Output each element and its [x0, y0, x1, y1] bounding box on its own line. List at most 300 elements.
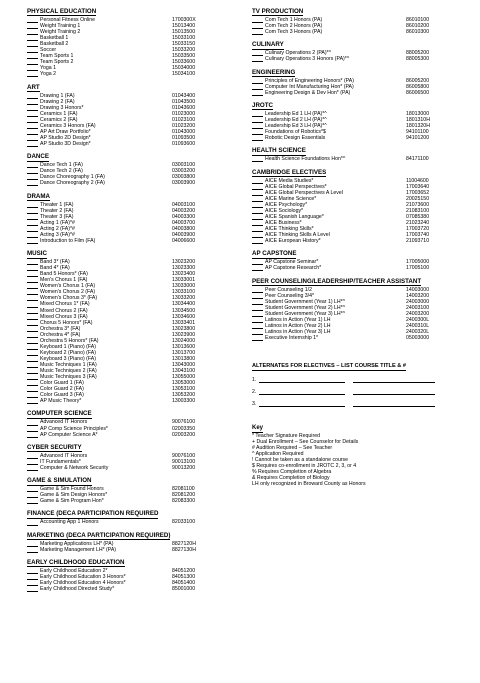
course-checkbox-blank[interactable]: [27, 181, 38, 186]
alternate-number-field[interactable]: [353, 377, 435, 383]
course-code: 90076100: [172, 419, 196, 426]
section-heading: GAME & SIMULATION: [27, 477, 92, 485]
course-row: [27, 71, 242, 77]
course-code: 04006600: [172, 237, 196, 244]
course-code: 04003100: [172, 201, 196, 208]
course-name: AICE Thinking Skills*: [265, 225, 314, 232]
course-name: Peer Counseling 3/4*: [265, 292, 315, 299]
course-code: 04003700: [172, 219, 196, 226]
course-code: 13033000: [172, 283, 196, 290]
course-code: 2400300L: [406, 316, 430, 323]
course-name: Latinos in Action (Year 3) LH: [265, 328, 331, 335]
course-name: Team Sports 2: [40, 59, 74, 66]
course-checkbox-blank[interactable]: [27, 499, 38, 504]
course-code: 01043500: [172, 98, 196, 105]
course-name: AP Music Theory*: [40, 398, 82, 405]
section-ap-capstone: [252, 250, 476, 271]
course-row: [27, 141, 242, 147]
key-line: ^ Application Required: [252, 451, 304, 458]
alternate-number-field[interactable]: [353, 401, 435, 407]
key-section: [252, 425, 476, 487]
section-culinary: [252, 41, 476, 62]
course-code: 17003652: [406, 189, 430, 196]
course-checkbox-blank[interactable]: [252, 336, 263, 341]
course-row: [27, 465, 242, 471]
course-name: Orchestra 5 Honors* (FA): [40, 337, 99, 344]
course-code: 90013200: [172, 464, 196, 471]
course-name: Leadership Ed 1 LH (PA)*^: [265, 110, 327, 117]
course-name: Theater 1 (FA): [40, 201, 74, 208]
alternate-title-field[interactable]: [259, 389, 345, 395]
course-name: Yoga 1: [40, 65, 56, 72]
course-name: AICE Global Perspectives*: [265, 183, 327, 190]
course-name: Weight Training 2: [40, 29, 81, 36]
course-name: Student Government (Year 2) LH*^: [265, 304, 346, 311]
course-code: 01023000: [172, 110, 196, 117]
course-checkbox-blank[interactable]: [252, 30, 263, 35]
course-name: Computer Int Manufacturing Hon* (PA): [265, 83, 354, 90]
course-row: [252, 238, 476, 244]
key-line: * Teacher Signature Required: [252, 433, 320, 439]
course-name: Ceramics 1 (FA): [40, 110, 78, 117]
course-name: Introduction to Film (FA): [40, 237, 96, 244]
course-checkbox-blank[interactable]: [27, 548, 38, 553]
course-code: 86006500: [406, 89, 430, 96]
course-code: 1801310H: [406, 116, 430, 123]
course-code: 94101100: [406, 129, 429, 136]
section-finance-deca-participation-required: [27, 510, 242, 525]
section-heading: HEALTH SCIENCE: [252, 147, 306, 155]
course-code: 13013700: [172, 349, 196, 356]
section-music: [27, 250, 242, 404]
course-code: 13055000: [172, 374, 196, 381]
course-name: Accounting App 1 Honors: [40, 519, 99, 526]
course-code: 17003720: [406, 225, 430, 232]
course-code: 13053000: [172, 380, 196, 387]
course-code: 11004600: [406, 177, 429, 184]
course-checkbox-blank[interactable]: [252, 57, 263, 62]
course-code: 84051200: [172, 567, 196, 574]
course-code: 15033200: [172, 47, 196, 54]
course-name: Mixed Chorus 3 (FA): [40, 313, 88, 320]
course-name: Keyboard 2 (Piano) (FA): [40, 349, 96, 356]
course-code: 13023200: [172, 259, 196, 266]
course-checkbox-blank[interactable]: [27, 466, 38, 471]
course-code: 13033001: [172, 277, 196, 284]
course-code: 15033500: [172, 53, 196, 60]
section-tv-production: [252, 8, 476, 35]
course-name: Health Science Foundations Hon*^: [265, 156, 346, 163]
course-code: 03003800: [172, 174, 196, 181]
course-name: Student Government (Year 3) LH*^: [265, 310, 346, 317]
course-name: AICE Psychology*: [265, 201, 308, 208]
alternate-title-field[interactable]: [259, 401, 345, 407]
course-code: 01043400: [172, 92, 196, 99]
course-code: 13013800: [172, 355, 196, 362]
course-row: [252, 265, 476, 271]
course-name: Drawing 2 (FA): [40, 98, 75, 105]
course-name: Dance Tech 1 (FA): [40, 162, 83, 169]
course-code: 88005300: [406, 56, 430, 63]
section-heading: COMPUTER SCIENCE: [27, 410, 92, 418]
course-name: Music Techniques 1 (FA): [40, 361, 97, 368]
course-code: 04003300: [172, 213, 196, 220]
key-line: # Audition Required – See Teacher: [252, 445, 333, 452]
course-code: 17003740: [406, 232, 430, 239]
course-code: 24003200: [406, 310, 430, 317]
section-drama: [27, 193, 242, 244]
course-code: 17005000: [406, 259, 430, 266]
key-line: % Requires Completion of Algebra: [252, 469, 332, 476]
course-code: 01043600: [172, 104, 196, 111]
section-game-simulation: [27, 477, 242, 504]
course-code: 13013600: [172, 343, 196, 350]
section-dance: [27, 153, 242, 186]
course-name: Basketball 1: [40, 35, 69, 42]
course-checkbox-blank[interactable]: [252, 266, 263, 271]
course-code: 13043100: [172, 368, 196, 374]
course-name: Women's Chorus 3* (FA): [40, 295, 98, 302]
section-heading: AP CAPSTONE: [252, 250, 297, 258]
left-column: [27, 8, 242, 598]
section-health-science: [252, 147, 476, 162]
course-code: 8827120H: [172, 540, 196, 547]
course-name: AP Capstone Seminar*: [265, 259, 319, 266]
course-code: 90076100: [172, 452, 196, 459]
section-engineering: [252, 69, 476, 96]
course-code: 82081200: [172, 492, 196, 499]
course-name: Color Guard 2 (FA): [40, 386, 84, 393]
course-row: [27, 519, 242, 525]
course-name: Acting 2 (FA)*#: [40, 225, 75, 232]
course-name: Drawing 3 Honors*: [40, 104, 84, 111]
alternate-row: [252, 383, 476, 395]
course-code: 21093710: [406, 238, 430, 245]
course-code: 15033100: [172, 35, 196, 42]
course-name: AICE Thinking Skills A Level: [265, 232, 330, 239]
course-name: AICE Business*: [265, 219, 302, 226]
course-checkbox-blank[interactable]: [27, 72, 38, 77]
course-code: 21023240: [406, 219, 430, 226]
course-name: Band 3* (FA): [40, 259, 70, 266]
course-code: 01023200: [172, 122, 196, 129]
course-checkbox-blank[interactable]: [252, 157, 263, 162]
course-name: Latinos in Action (Year 2) LH: [265, 322, 331, 329]
section-cyber-security: [27, 444, 242, 471]
course-code: 13053200: [172, 392, 196, 399]
course-name: Game & Sim Program Hon*: [40, 498, 104, 505]
course-code: 13024000: [172, 337, 196, 344]
course-code: 21083100: [406, 207, 430, 214]
course-name: Orchestra 4* (FA): [40, 331, 81, 338]
course-name: Early Childhood Education 2*: [40, 567, 108, 574]
section-heading: JROTC: [252, 101, 273, 109]
course-code: 15013500: [172, 29, 196, 36]
course-row: [27, 547, 242, 553]
course-name: Dance Tech 2 (FA): [40, 168, 83, 175]
course-name: Band 4* (FA): [40, 265, 70, 272]
course-code: 07085380: [406, 213, 430, 220]
course-name: Ceramics 2 (FA): [40, 116, 78, 123]
course-name: AP Capstone Research*: [265, 265, 322, 272]
key-heading: Key: [252, 425, 264, 431]
course-checkbox-blank[interactable]: [252, 136, 263, 141]
key-line: LH only recognized in Broward County as Honors: [252, 481, 366, 488]
course-name: Drawing 1 (FA): [40, 92, 75, 99]
section-heading: PHYSICAL EDUCATION: [27, 8, 97, 15]
key-line: + Dual Enrollment – See Counselor for Details: [252, 439, 359, 446]
course-code: 15013400: [172, 23, 196, 30]
section-heading: PEER COUNSELING/LEADERSHIP/TEACHER ASSISTANT: [252, 277, 422, 285]
course-row: [252, 156, 476, 162]
course-name: Theater 2 (FA): [40, 207, 74, 214]
course-name: AICE Media Studies*: [265, 177, 314, 184]
course-name: Culinary Operations 3 Honors (PA)*^: [265, 56, 350, 63]
course-row: [252, 135, 476, 141]
course-name: Soccer: [40, 47, 57, 54]
course-name: Robotic Design Essentials: [265, 135, 326, 142]
course-checkbox-blank[interactable]: [27, 432, 38, 437]
alternate-number: 1.: [252, 377, 257, 383]
course-row: [27, 586, 242, 592]
course-name: Latinos in Action (Year 1) LH: [265, 316, 331, 323]
course-name: Weight Training 1: [40, 23, 81, 30]
course-code: 85001000: [172, 586, 196, 593]
course-name: AP Comp Science Principles*: [40, 425, 108, 432]
course-code: 15034100: [172, 71, 196, 78]
alternate-number: 3.: [252, 401, 257, 407]
alternates-section: [252, 363, 476, 407]
course-name: Com Tech 2 Honors (PA): [265, 23, 323, 30]
section-early-childhood-education: [27, 559, 242, 592]
course-name: Early Childhood Directed Study*: [40, 586, 115, 593]
course-name: Color Guard 1 (FA): [40, 380, 84, 387]
course-code: 1700300X: [172, 17, 196, 23]
course-code: 15033150: [172, 41, 196, 48]
section-heading: CAMBRIDGE ELECTIVES: [252, 168, 327, 176]
course-name: Peer Counseling 1/2: [265, 286, 313, 293]
course-code: 90013100: [172, 458, 196, 465]
course-name: AP Studio 3D Design*: [40, 141, 91, 148]
course-name: Advanced IT Honors: [40, 419, 88, 426]
course-checkbox-blank[interactable]: [27, 520, 38, 525]
section-jrotc: [252, 102, 476, 141]
course-name: Leadership Ed 2 LH (PA)*^: [265, 116, 327, 123]
course-name: Keyboard 3 (Piano) (FA): [40, 355, 96, 362]
course-code: 13033401: [172, 319, 196, 326]
course-row: [252, 29, 476, 35]
course-code: 86005200: [406, 77, 430, 84]
course-name: Game & Sim Design Honors*: [40, 492, 108, 499]
course-checkbox-blank[interactable]: [252, 239, 263, 244]
course-name: Leadership Ed 3 LH (PA)*^: [265, 123, 327, 130]
course-code: 04003200: [172, 207, 196, 214]
course-code: 82033100: [172, 519, 196, 526]
course-row: [27, 498, 242, 504]
course-checkbox-blank[interactable]: [27, 239, 38, 244]
course-name: Chorus 5 Honors* (FA): [40, 319, 93, 326]
course-code: 94101200: [406, 135, 430, 142]
course-name: Com Tech 1 Honors (PA): [265, 17, 323, 23]
course-name: Dance Choreography 2 (FA): [40, 180, 105, 187]
course-name: AICE European History*: [265, 238, 321, 245]
course-name: Principles of Engineering Honors* (PA): [265, 77, 354, 84]
course-code: 18013000: [406, 110, 430, 117]
alternate-number-field[interactable]: [353, 389, 435, 395]
course-code: 13033100: [172, 289, 196, 296]
alternate-row: [252, 371, 476, 383]
course-checkbox-blank[interactable]: [27, 587, 38, 592]
course-name: Color Guard 3 (FA): [40, 392, 84, 399]
course-name: Mixed Chorus 1* (FA): [40, 301, 90, 308]
course-code: 01093500: [172, 134, 196, 141]
course-name: Mixed Chorus 2 (FA): [40, 307, 88, 314]
course-code: 84051400: [172, 580, 196, 587]
section-computer-science: [27, 410, 242, 437]
course-code: 13034600: [172, 313, 196, 320]
course-name: Foundations of Robotics*$: [265, 129, 326, 136]
course-name: Band 5 Honors* (FA): [40, 271, 88, 278]
course-name: Basketball 2: [40, 41, 69, 48]
course-name: Advanced IT Honors: [40, 452, 88, 459]
course-code: 82081100: [172, 486, 195, 493]
course-name: AICE Sociology*: [265, 207, 304, 214]
course-name: Music Techniques 2 (FA): [40, 368, 97, 374]
course-name: Dance Choreography 1 (FA): [40, 174, 105, 181]
alternate-title-field[interactable]: [259, 377, 345, 383]
section-heading: MUSIC: [27, 250, 47, 258]
course-code: 01023100: [172, 116, 196, 123]
course-code: 13053100: [172, 386, 196, 393]
course-code: 01093600: [172, 141, 196, 148]
course-row: [252, 56, 476, 62]
course-code: 13023800: [172, 325, 196, 332]
course-name: Team Sports 1: [40, 53, 74, 60]
alternate-number: 2.: [252, 389, 257, 395]
course-code: 84051300: [172, 574, 196, 581]
course-code: 14003000: [406, 286, 430, 293]
course-row: [27, 180, 242, 186]
course-name: Engineering Design & Dev Hon* (PA): [265, 89, 351, 96]
alternate-row: [252, 395, 476, 407]
course-name: Executive Internship 1*: [265, 334, 319, 341]
course-code: 15034000: [172, 65, 196, 72]
section-heading: ENGINEERING: [252, 68, 296, 76]
course-name: Keyboard 1 (Piano) (FA): [40, 343, 96, 350]
section-heading: EARLY CHILDHOOD EDUCATION: [27, 558, 125, 566]
course-name: Game & Sim Found Honors: [40, 486, 104, 493]
course-name: Men's Chorus 1 (FA): [40, 277, 88, 284]
course-code: 88005200: [406, 50, 430, 57]
course-name: Music Techniques 3 (FA): [40, 374, 97, 381]
course-code: 13023300: [172, 265, 196, 272]
course-name: Orchestra 3* (FA): [40, 325, 81, 332]
course-code: 2400320L: [406, 328, 430, 335]
course-row: [27, 238, 242, 244]
course-code: 2400310L: [406, 322, 430, 329]
course-code: 13023400: [172, 271, 196, 278]
course-checkbox-blank[interactable]: [252, 91, 263, 96]
course-code: 82083300: [172, 498, 196, 505]
key-line: $ Requires co-enrollment in JROTC 2, 3, or 4: [252, 463, 357, 470]
course-code: 24003000: [406, 298, 430, 305]
course-code: 86005800: [406, 83, 430, 90]
course-name: Com Tech 3 Honors (PA): [265, 29, 323, 36]
course-name: Women's Chorus 2 (FA): [40, 289, 96, 296]
course-row: [27, 398, 242, 404]
section-heading: FINANCE (DECA PARTICIPATION REQUIRED: [27, 510, 159, 518]
course-code: 17005100: [406, 265, 430, 272]
section-marketing-deca-participation-required: [27, 532, 242, 553]
course-code: 14003200: [406, 292, 430, 299]
course-checkbox-blank[interactable]: [27, 142, 38, 147]
course-code: 13023900: [172, 331, 196, 338]
course-name: Marketing Management LH* (PA): [40, 546, 117, 553]
section-cambridge-electives: [252, 169, 476, 245]
course-code: 13034500: [172, 307, 196, 314]
course-code: 13043000: [172, 361, 196, 368]
course-code: 15033600: [172, 59, 196, 66]
course-name: Early Childhood Education 4 Honors*: [40, 580, 126, 587]
course-name: IT Fundamentals*: [40, 458, 81, 465]
section-heading: DANCE: [27, 153, 50, 161]
course-name: Acting 1 (FA)*#: [40, 219, 75, 226]
course-code: 13033200: [172, 295, 196, 302]
course-name: AP Studio 2D Design*: [40, 134, 91, 141]
right-column: [252, 8, 476, 487]
course-name: Computer & Network Security: [40, 464, 109, 471]
course-code: 86010100: [406, 17, 430, 23]
course-name: AP Computer Science A*: [40, 431, 98, 438]
section-heading: MARKETING (DECA PARTICIPATION REQUIRED): [27, 531, 171, 539]
course-code: 20025150: [406, 195, 430, 202]
course-name: AP Art Draw Portfolio*: [40, 128, 91, 135]
course-code: 03003200: [172, 168, 196, 175]
section-heading: CULINARY: [252, 41, 284, 49]
alternates-heading: ALTERNATES FOR ELECTIVES – LIST COURSE TITLE & #: [252, 363, 406, 369]
course-name: Women's Chorus 1 (FA): [40, 283, 96, 290]
course-name: Acting 3 (FA)*#: [40, 231, 75, 238]
course-code: 04003800: [172, 225, 196, 232]
course-code: 84171100: [406, 156, 429, 163]
course-name: Personal Fitness Online: [40, 17, 96, 23]
course-row: [27, 432, 242, 438]
course-code: 03003100: [172, 162, 196, 169]
section-heading: CYBER SECURITY: [27, 443, 82, 451]
course-code: 03003900: [172, 180, 196, 187]
course-checkbox-blank[interactable]: [27, 399, 38, 404]
course-name: AICE Spanish Language*: [265, 213, 324, 220]
course-code: 1801320H: [406, 123, 430, 130]
course-code: 8827130H: [172, 546, 196, 553]
course-code: 13003300: [172, 398, 196, 405]
section-heading: TV PRODUCTION: [252, 8, 304, 15]
course-code: 01043000: [172, 128, 196, 135]
course-name: Ceramics 3 Honors (FA): [40, 122, 96, 129]
section-art: [27, 84, 242, 147]
course-name: Marketing Applications LH* (PA): [40, 540, 114, 547]
course-name: AICE Global Perspectives A Level: [265, 189, 343, 196]
course-row: [252, 90, 476, 96]
course-name: Student Government (Year 1) LH*^: [265, 298, 346, 305]
section-heading: ART: [27, 83, 40, 91]
course-code: 05003000: [406, 334, 430, 341]
section-peer-counseling-leadership-teacher-assistant: [252, 278, 476, 341]
course-code: 17003640: [406, 183, 430, 190]
course-code: 04003900: [172, 231, 196, 238]
course-name: AICE Marine Science*: [265, 195, 317, 202]
course-row: [252, 335, 476, 341]
